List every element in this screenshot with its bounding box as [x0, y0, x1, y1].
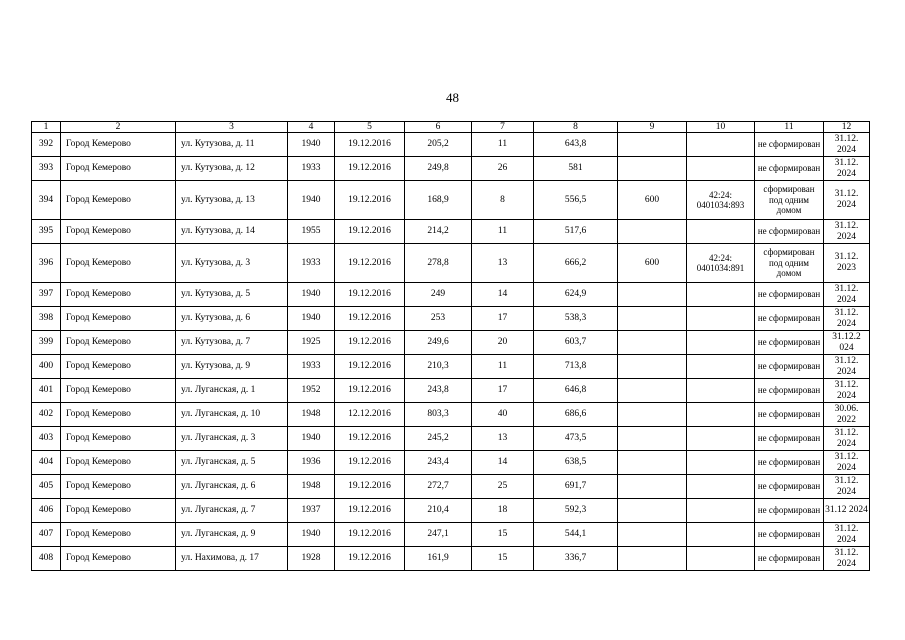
value-cell: 538,3: [534, 307, 618, 331]
area-cell: 272,7: [405, 475, 472, 499]
table-row: [32, 451, 870, 475]
land-plot-status-cell: не сформирован: [755, 355, 824, 379]
land-area-cell: [618, 499, 687, 523]
construction-year-cell: 1940: [288, 307, 335, 331]
table-row: [32, 523, 870, 547]
land-area-cell: [618, 220, 687, 244]
column-number-cell: 9: [618, 122, 687, 133]
land-area-cell: [618, 523, 687, 547]
deadline-cell: 31.12. 2024: [824, 307, 870, 331]
land-area-cell: [618, 133, 687, 157]
deadline-cell: 31.12. 2024: [824, 133, 870, 157]
land-plot-status-cell: не сформирован: [755, 475, 824, 499]
column-number-cell: 2: [61, 122, 176, 133]
area-cell: 249,6: [405, 331, 472, 355]
value-cell: 666,2: [534, 244, 618, 283]
area-cell: 243,8: [405, 379, 472, 403]
residents-cell: 15: [472, 523, 534, 547]
cadastral-number-cell: [687, 220, 755, 244]
land-plot-status-cell: не сформирован: [755, 220, 824, 244]
area-cell: 249: [405, 283, 472, 307]
address-cell: ул. Кутузова, д. 3: [176, 244, 288, 283]
area-cell: 168,9: [405, 181, 472, 220]
land-plot-status-cell: не сформирован: [755, 523, 824, 547]
deadline-cell: 31.12. 2024: [824, 475, 870, 499]
date-cell: 19.12.2016: [335, 427, 405, 451]
address-cell: ул. Луганская, д. 10: [176, 403, 288, 427]
date-cell: 19.12.2016: [335, 379, 405, 403]
land-plot-status-cell: сформирован под одним домом: [755, 244, 824, 283]
table-row: [32, 283, 870, 307]
area-cell: 247,1: [405, 523, 472, 547]
date-cell: 19.12.2016: [335, 547, 405, 571]
residents-cell: 20: [472, 331, 534, 355]
table-row: [32, 499, 870, 523]
cadastral-number-cell: [687, 427, 755, 451]
date-cell: 19.12.2016: [335, 133, 405, 157]
table-row: [32, 427, 870, 451]
area-cell: 243,4: [405, 451, 472, 475]
value-cell: 691,7: [534, 475, 618, 499]
address-cell: ул. Кутузова, д. 9: [176, 355, 288, 379]
land-plot-status-cell: не сформирован: [755, 451, 824, 475]
value-cell: 473,5: [534, 427, 618, 451]
municipality-cell: Город Кемерово: [61, 181, 176, 220]
municipality-cell: Город Кемерово: [61, 379, 176, 403]
address-cell: ул. Нахимова, д. 17: [176, 547, 288, 571]
land-area-cell: [618, 379, 687, 403]
column-number-cell: 5: [335, 122, 405, 133]
row-number-cell: 394: [32, 181, 61, 220]
area-cell: 205,2: [405, 133, 472, 157]
municipality-cell: Город Кемерово: [61, 523, 176, 547]
value-cell: 713,8: [534, 355, 618, 379]
municipality-cell: Город Кемерово: [61, 403, 176, 427]
area-cell: 214,2: [405, 220, 472, 244]
construction-year-cell: 1940: [288, 133, 335, 157]
column-number-cell: 12: [824, 122, 870, 133]
construction-year-cell: 1940: [288, 523, 335, 547]
construction-year-cell: 1940: [288, 283, 335, 307]
deadline-cell: 31.12. 2024: [824, 181, 870, 220]
area-cell: 210,3: [405, 355, 472, 379]
date-cell: 19.12.2016: [335, 181, 405, 220]
row-number-cell: 401: [32, 379, 61, 403]
address-cell: ул. Луганская, д. 6: [176, 475, 288, 499]
date-cell: 19.12.2016: [335, 331, 405, 355]
municipality-cell: Город Кемерово: [61, 133, 176, 157]
cadastral-number-cell: 42:24: 0401034:893: [687, 181, 755, 220]
cadastral-number-cell: [687, 283, 755, 307]
column-number-cell: 6: [405, 122, 472, 133]
table-row: [32, 355, 870, 379]
row-number-cell: 395: [32, 220, 61, 244]
municipality-cell: Город Кемерово: [61, 307, 176, 331]
address-cell: ул. Кутузова, д. 13: [176, 181, 288, 220]
land-plot-status-cell: не сформирован: [755, 307, 824, 331]
row-number-cell: 408: [32, 547, 61, 571]
area-cell: 803,3: [405, 403, 472, 427]
area-cell: 210,4: [405, 499, 472, 523]
row-number-cell: 406: [32, 499, 61, 523]
column-number-cell: 11: [755, 122, 824, 133]
land-plot-status-cell: не сформирован: [755, 331, 824, 355]
value-cell: 544,1: [534, 523, 618, 547]
value-cell: 592,3: [534, 499, 618, 523]
land-area-cell: [618, 475, 687, 499]
date-cell: 19.12.2016: [335, 523, 405, 547]
municipality-cell: Город Кемерово: [61, 427, 176, 451]
value-cell: 581: [534, 157, 618, 181]
area-cell: 278,8: [405, 244, 472, 283]
table-row: [32, 403, 870, 427]
construction-year-cell: 1937: [288, 499, 335, 523]
table-body: [32, 122, 870, 571]
column-number-cell: 4: [288, 122, 335, 133]
value-cell: 517,6: [534, 220, 618, 244]
land-area-cell: [618, 547, 687, 571]
residents-cell: 26: [472, 157, 534, 181]
land-plot-status-cell: не сформирован: [755, 499, 824, 523]
residents-cell: 17: [472, 307, 534, 331]
address-cell: ул. Кутузова, д. 12: [176, 157, 288, 181]
construction-year-cell: 1928: [288, 547, 335, 571]
land-area-cell: [618, 427, 687, 451]
date-cell: 19.12.2016: [335, 157, 405, 181]
construction-year-cell: 1948: [288, 475, 335, 499]
residents-cell: 18: [472, 499, 534, 523]
municipality-cell: Город Кемерово: [61, 451, 176, 475]
date-cell: 19.12.2016: [335, 499, 405, 523]
date-cell: 19.12.2016: [335, 307, 405, 331]
land-plot-status-cell: не сформирован: [755, 379, 824, 403]
deadline-cell: 31.12 2024: [824, 499, 870, 523]
land-plot-status-cell: не сформирован: [755, 547, 824, 571]
deadline-cell: 31.12. 2024: [824, 220, 870, 244]
land-area-cell: [618, 283, 687, 307]
cadastral-number-cell: [687, 331, 755, 355]
cadastral-number-cell: [687, 157, 755, 181]
construction-year-cell: 1940: [288, 427, 335, 451]
residents-cell: 13: [472, 244, 534, 283]
land-area-cell: 600: [618, 244, 687, 283]
construction-year-cell: 1936: [288, 451, 335, 475]
value-cell: 556,5: [534, 181, 618, 220]
cadastral-number-cell: [687, 475, 755, 499]
municipality-cell: Город Кемерово: [61, 244, 176, 283]
address-cell: ул. Кутузова, д. 7: [176, 331, 288, 355]
residents-cell: 11: [472, 355, 534, 379]
land-plot-status-cell: не сформирован: [755, 427, 824, 451]
residents-cell: 25: [472, 475, 534, 499]
column-number-cell: 1: [32, 122, 61, 133]
land-plot-status-cell: не сформирован: [755, 157, 824, 181]
construction-year-cell: 1948: [288, 403, 335, 427]
residents-cell: 11: [472, 220, 534, 244]
address-cell: ул. Луганская, д. 1: [176, 379, 288, 403]
residents-cell: 13: [472, 427, 534, 451]
construction-year-cell: 1940: [288, 181, 335, 220]
page-number: 48: [446, 90, 459, 105]
deadline-cell: 31.12. 2024: [824, 523, 870, 547]
residents-cell: 8: [472, 181, 534, 220]
table-row: [32, 133, 870, 157]
row-number-cell: 405: [32, 475, 61, 499]
housing-register-table: [31, 121, 870, 571]
area-cell: 249,8: [405, 157, 472, 181]
municipality-cell: Город Кемерово: [61, 283, 176, 307]
residents-cell: 17: [472, 379, 534, 403]
row-number-cell: 397: [32, 283, 61, 307]
table-row: [32, 220, 870, 244]
municipality-cell: Город Кемерово: [61, 499, 176, 523]
table-row: [32, 547, 870, 571]
construction-year-cell: 1955: [288, 220, 335, 244]
deadline-cell: 31.12. 2024: [824, 547, 870, 571]
municipality-cell: Город Кемерово: [61, 355, 176, 379]
address-cell: ул. Луганская, д. 9: [176, 523, 288, 547]
cadastral-number-cell: [687, 403, 755, 427]
table-row: [32, 244, 870, 283]
deadline-cell: 31.12. 2024: [824, 379, 870, 403]
value-cell: 603,7: [534, 331, 618, 355]
column-number-cell: 10: [687, 122, 755, 133]
address-cell: ул. Луганская, д. 7: [176, 499, 288, 523]
row-number-cell: 404: [32, 451, 61, 475]
land-area-cell: [618, 355, 687, 379]
value-cell: 638,5: [534, 451, 618, 475]
address-cell: ул. Луганская, д. 5: [176, 451, 288, 475]
address-cell: ул. Луганская, д. 3: [176, 427, 288, 451]
area-cell: 253: [405, 307, 472, 331]
construction-year-cell: 1933: [288, 244, 335, 283]
land-plot-status-cell: не сформирован: [755, 283, 824, 307]
land-plot-status-cell: сформирован под одним домом: [755, 181, 824, 220]
cadastral-number-cell: [687, 451, 755, 475]
table-row: [32, 157, 870, 181]
cadastral-number-cell: [687, 523, 755, 547]
cadastral-number-cell: [687, 355, 755, 379]
date-cell: 19.12.2016: [335, 220, 405, 244]
cadastral-number-cell: 42:24: 0401034:891: [687, 244, 755, 283]
row-number-cell: 393: [32, 157, 61, 181]
date-cell: 19.12.2016: [335, 475, 405, 499]
value-cell: 336,7: [534, 547, 618, 571]
column-number-cell: 3: [176, 122, 288, 133]
value-cell: 624,9: [534, 283, 618, 307]
deadline-cell: 31.12. 2024: [824, 283, 870, 307]
land-plot-status-cell: не сформирован: [755, 403, 824, 427]
row-number-cell: 400: [32, 355, 61, 379]
deadline-cell: 31.12.2 024: [824, 331, 870, 355]
residents-cell: 14: [472, 283, 534, 307]
column-number-cell: 8: [534, 122, 618, 133]
land-area-cell: [618, 307, 687, 331]
address-cell: ул. Кутузова, д. 5: [176, 283, 288, 307]
land-area-cell: [618, 157, 687, 181]
cadastral-number-cell: [687, 307, 755, 331]
table-row: [32, 307, 870, 331]
municipality-cell: Город Кемерово: [61, 220, 176, 244]
date-cell: 19.12.2016: [335, 355, 405, 379]
deadline-cell: 31.12. 2024: [824, 451, 870, 475]
row-number-cell: 403: [32, 427, 61, 451]
deadline-cell: 31.12. 2023: [824, 244, 870, 283]
residents-cell: 40: [472, 403, 534, 427]
column-number-cell: 7: [472, 122, 534, 133]
row-number-cell: 398: [32, 307, 61, 331]
area-cell: 161,9: [405, 547, 472, 571]
construction-year-cell: 1933: [288, 157, 335, 181]
table-row: [32, 181, 870, 220]
deadline-cell: 31.12. 2024: [824, 157, 870, 181]
date-cell: 19.12.2016: [335, 283, 405, 307]
construction-year-cell: 1933: [288, 355, 335, 379]
date-cell: 19.12.2016: [335, 244, 405, 283]
row-number-cell: 399: [32, 331, 61, 355]
address-cell: ул. Кутузова, д. 11: [176, 133, 288, 157]
land-area-cell: 600: [618, 181, 687, 220]
table-row: [32, 379, 870, 403]
residents-cell: 15: [472, 547, 534, 571]
cadastral-number-cell: [687, 133, 755, 157]
cadastral-number-cell: [687, 499, 755, 523]
residents-cell: 11: [472, 133, 534, 157]
land-area-cell: [618, 331, 687, 355]
land-plot-status-cell: не сформирован: [755, 133, 824, 157]
row-number-cell: 407: [32, 523, 61, 547]
address-cell: ул. Кутузова, д. 6: [176, 307, 288, 331]
construction-year-cell: 1952: [288, 379, 335, 403]
deadline-cell: 30.06. 2022: [824, 403, 870, 427]
deadline-cell: 31.12. 2024: [824, 427, 870, 451]
row-number-cell: 392: [32, 133, 61, 157]
address-cell: ул. Кутузова, д. 14: [176, 220, 288, 244]
land-area-cell: [618, 403, 687, 427]
date-cell: 12.12.2016: [335, 403, 405, 427]
row-number-cell: 396: [32, 244, 61, 283]
value-cell: 643,8: [534, 133, 618, 157]
table-row: [32, 331, 870, 355]
municipality-cell: Город Кемерово: [61, 547, 176, 571]
municipality-cell: Город Кемерово: [61, 331, 176, 355]
residents-cell: 14: [472, 451, 534, 475]
cadastral-number-cell: [687, 547, 755, 571]
land-area-cell: [618, 451, 687, 475]
column-number-row: [32, 122, 870, 133]
row-number-cell: 402: [32, 403, 61, 427]
date-cell: 19.12.2016: [335, 451, 405, 475]
municipality-cell: Город Кемерово: [61, 157, 176, 181]
area-cell: 245,2: [405, 427, 472, 451]
table-row: [32, 475, 870, 499]
value-cell: 686,6: [534, 403, 618, 427]
deadline-cell: 31.12. 2024: [824, 355, 870, 379]
cadastral-number-cell: [687, 379, 755, 403]
value-cell: 646,8: [534, 379, 618, 403]
construction-year-cell: 1925: [288, 331, 335, 355]
municipality-cell: Город Кемерово: [61, 475, 176, 499]
